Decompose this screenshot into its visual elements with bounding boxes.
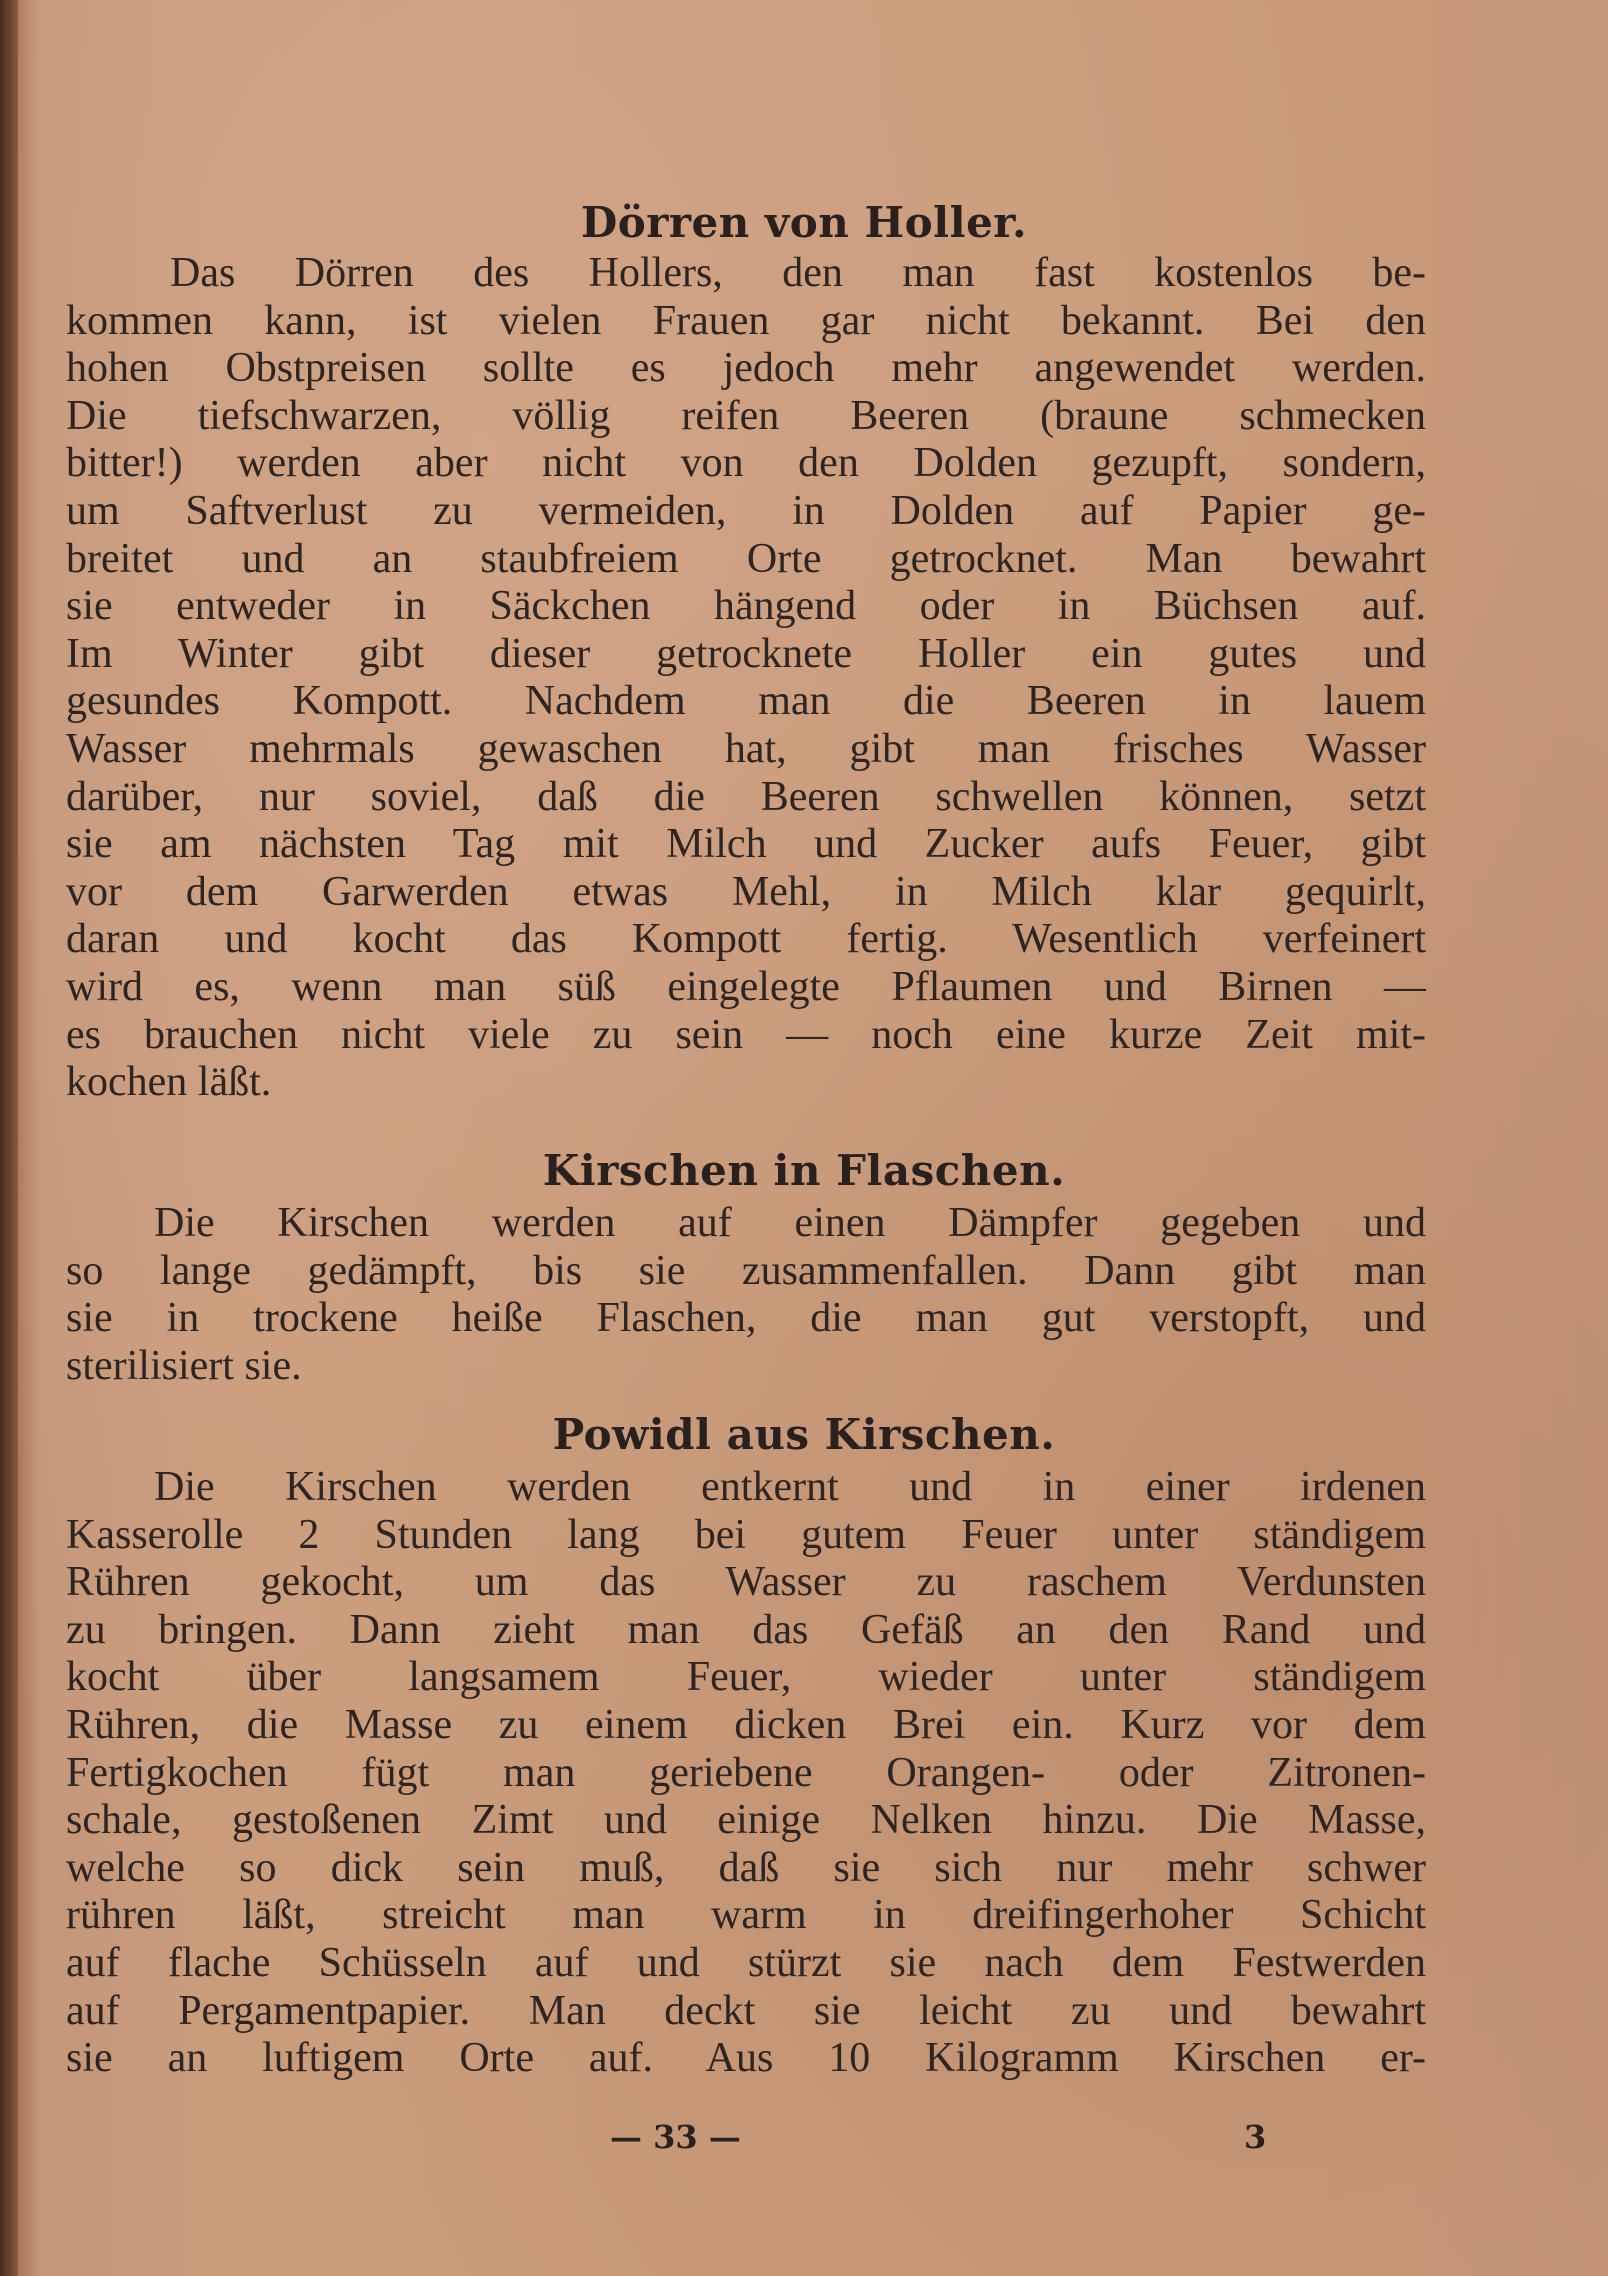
paragraph-kirschen-in-flaschen <box>66 1200 1426 1390</box>
text-line: Im Winter gibt dieser getrocknete Holler ein gutes und <box>66 630 1426 677</box>
text-line: kochen läßt. <box>66 1059 272 1106</box>
paragraph-powidl-aus-kirschen <box>66 1464 1426 2083</box>
paragraph-doerren-von-holler <box>66 250 1426 1107</box>
text-line: Das Dörren des Hollers, den man fast kostenlos be- <box>170 250 1426 296</box>
text-line: auf Pergamentpapier. Man deckt sie leicht zu und bewahrt <box>66 1987 1426 2034</box>
text-line: so lange gedämpft, bis sie zusammenfallen. Dann gibt man <box>66 1247 1426 1294</box>
text-line: sie in trockene heiße Flaschen, die man gut verstopft, und <box>66 1295 1426 1342</box>
signature-mark: 3 <box>1244 2118 1267 2156</box>
heading-powidl-aus-kirschen: Powidl aus Kirschen. <box>552 1410 1056 1459</box>
text-line: kommen kann, ist vielen Frauen gar nicht bekannt. Bei den <box>66 297 1426 344</box>
text-line: sie am nächsten Tag mit Milch und Zucker aufs Feuer, gibt <box>66 821 1426 868</box>
text-line: sterilisiert sie. <box>66 1342 302 1389</box>
heading-doerren-von-holler: Dörren von Holler. <box>580 198 1028 247</box>
text-line: bitter!) werden aber nicht von den Dolden gezupft, sondern, <box>66 440 1426 487</box>
text-line: Die tiefschwarzen, völlig reifen Beeren (braune schmecken <box>66 392 1426 439</box>
text-line: Die Kirschen werden entkernt und in einer irdenen <box>154 1464 1426 1510</box>
text-line: vor dem Garwerden etwas Mehl, in Milch klar gequirlt, <box>66 868 1426 915</box>
text-line: sie an luftigem Orte auf. Aus 10 Kilogramm Kirschen er- <box>66 2035 1426 2082</box>
text-line: welche so dick sein muß, daß sie sich nur mehr schwer <box>66 1844 1426 1891</box>
text-line: Rühren, die Masse zu einem dicken Brei ein. Kurz vor dem <box>66 1701 1426 1748</box>
text-line: breitet und an staubfreiem Orte getrocknet. Man bewahrt <box>66 535 1426 582</box>
text-line: darüber, nur soviel, daß die Beeren schwellen können, setzt <box>66 773 1426 820</box>
text-line: um Saftverlust zu vermeiden, in Dolden auf Papier ge- <box>66 487 1426 534</box>
text-line: sie entweder in Säckchen hängend oder in Büchsen auf. <box>66 583 1426 630</box>
text-line: Rühren gekocht, um das Wasser zu raschem Verdunsten <box>66 1559 1426 1606</box>
text-line: auf flache Schüsseln auf und stürzt sie nach dem Festwerden <box>66 1939 1426 1986</box>
text-line: zu bringen. Dann zieht man das Gefäß an den Rand und <box>66 1606 1426 1653</box>
text-line: schale, gestoßenen Zimt und einige Nelken hinzu. Die Masse, <box>66 1797 1426 1844</box>
text-line: es brauchen nicht viele zu sein — noch eine kurze Zeit mit- <box>66 1011 1426 1058</box>
text-line: gesundes Kompott. Nachdem man die Beeren in lauem <box>66 678 1426 725</box>
text-line: hohen Obstpreisen sollte es jedoch mehr angewendet werden. <box>66 345 1426 392</box>
text-line: Wasser mehrmals gewaschen hat, gibt man frisches Wasser <box>66 725 1426 772</box>
page-number: — 33 — <box>610 2118 741 2156</box>
text-line: Fertigkochen fügt man geriebene Orangen- oder Zitronen- <box>66 1749 1426 1796</box>
heading-kirschen-in-flaschen: Kirschen in Flaschen. <box>542 1146 1066 1195</box>
book-spine-shadow <box>0 0 18 2276</box>
text-line: Kasserolle 2 Stunden lang bei gutem Feuer unter ständigem <box>66 1511 1426 1558</box>
text-line: Die Kirschen werden auf einen Dämpfer gegeben und <box>154 1200 1426 1246</box>
text-line: wird es, wenn man süß eingelegte Pflaumen und Birnen — <box>66 963 1426 1010</box>
text-line: kocht über langsamem Feuer, wieder unter ständigem <box>66 1654 1426 1701</box>
text-line: rühren läßt, streicht man warm in dreifingerhoher Schicht <box>66 1892 1426 1939</box>
text-line: daran und kocht das Kompott fertig. Wesentlich verfeinert <box>66 916 1426 963</box>
